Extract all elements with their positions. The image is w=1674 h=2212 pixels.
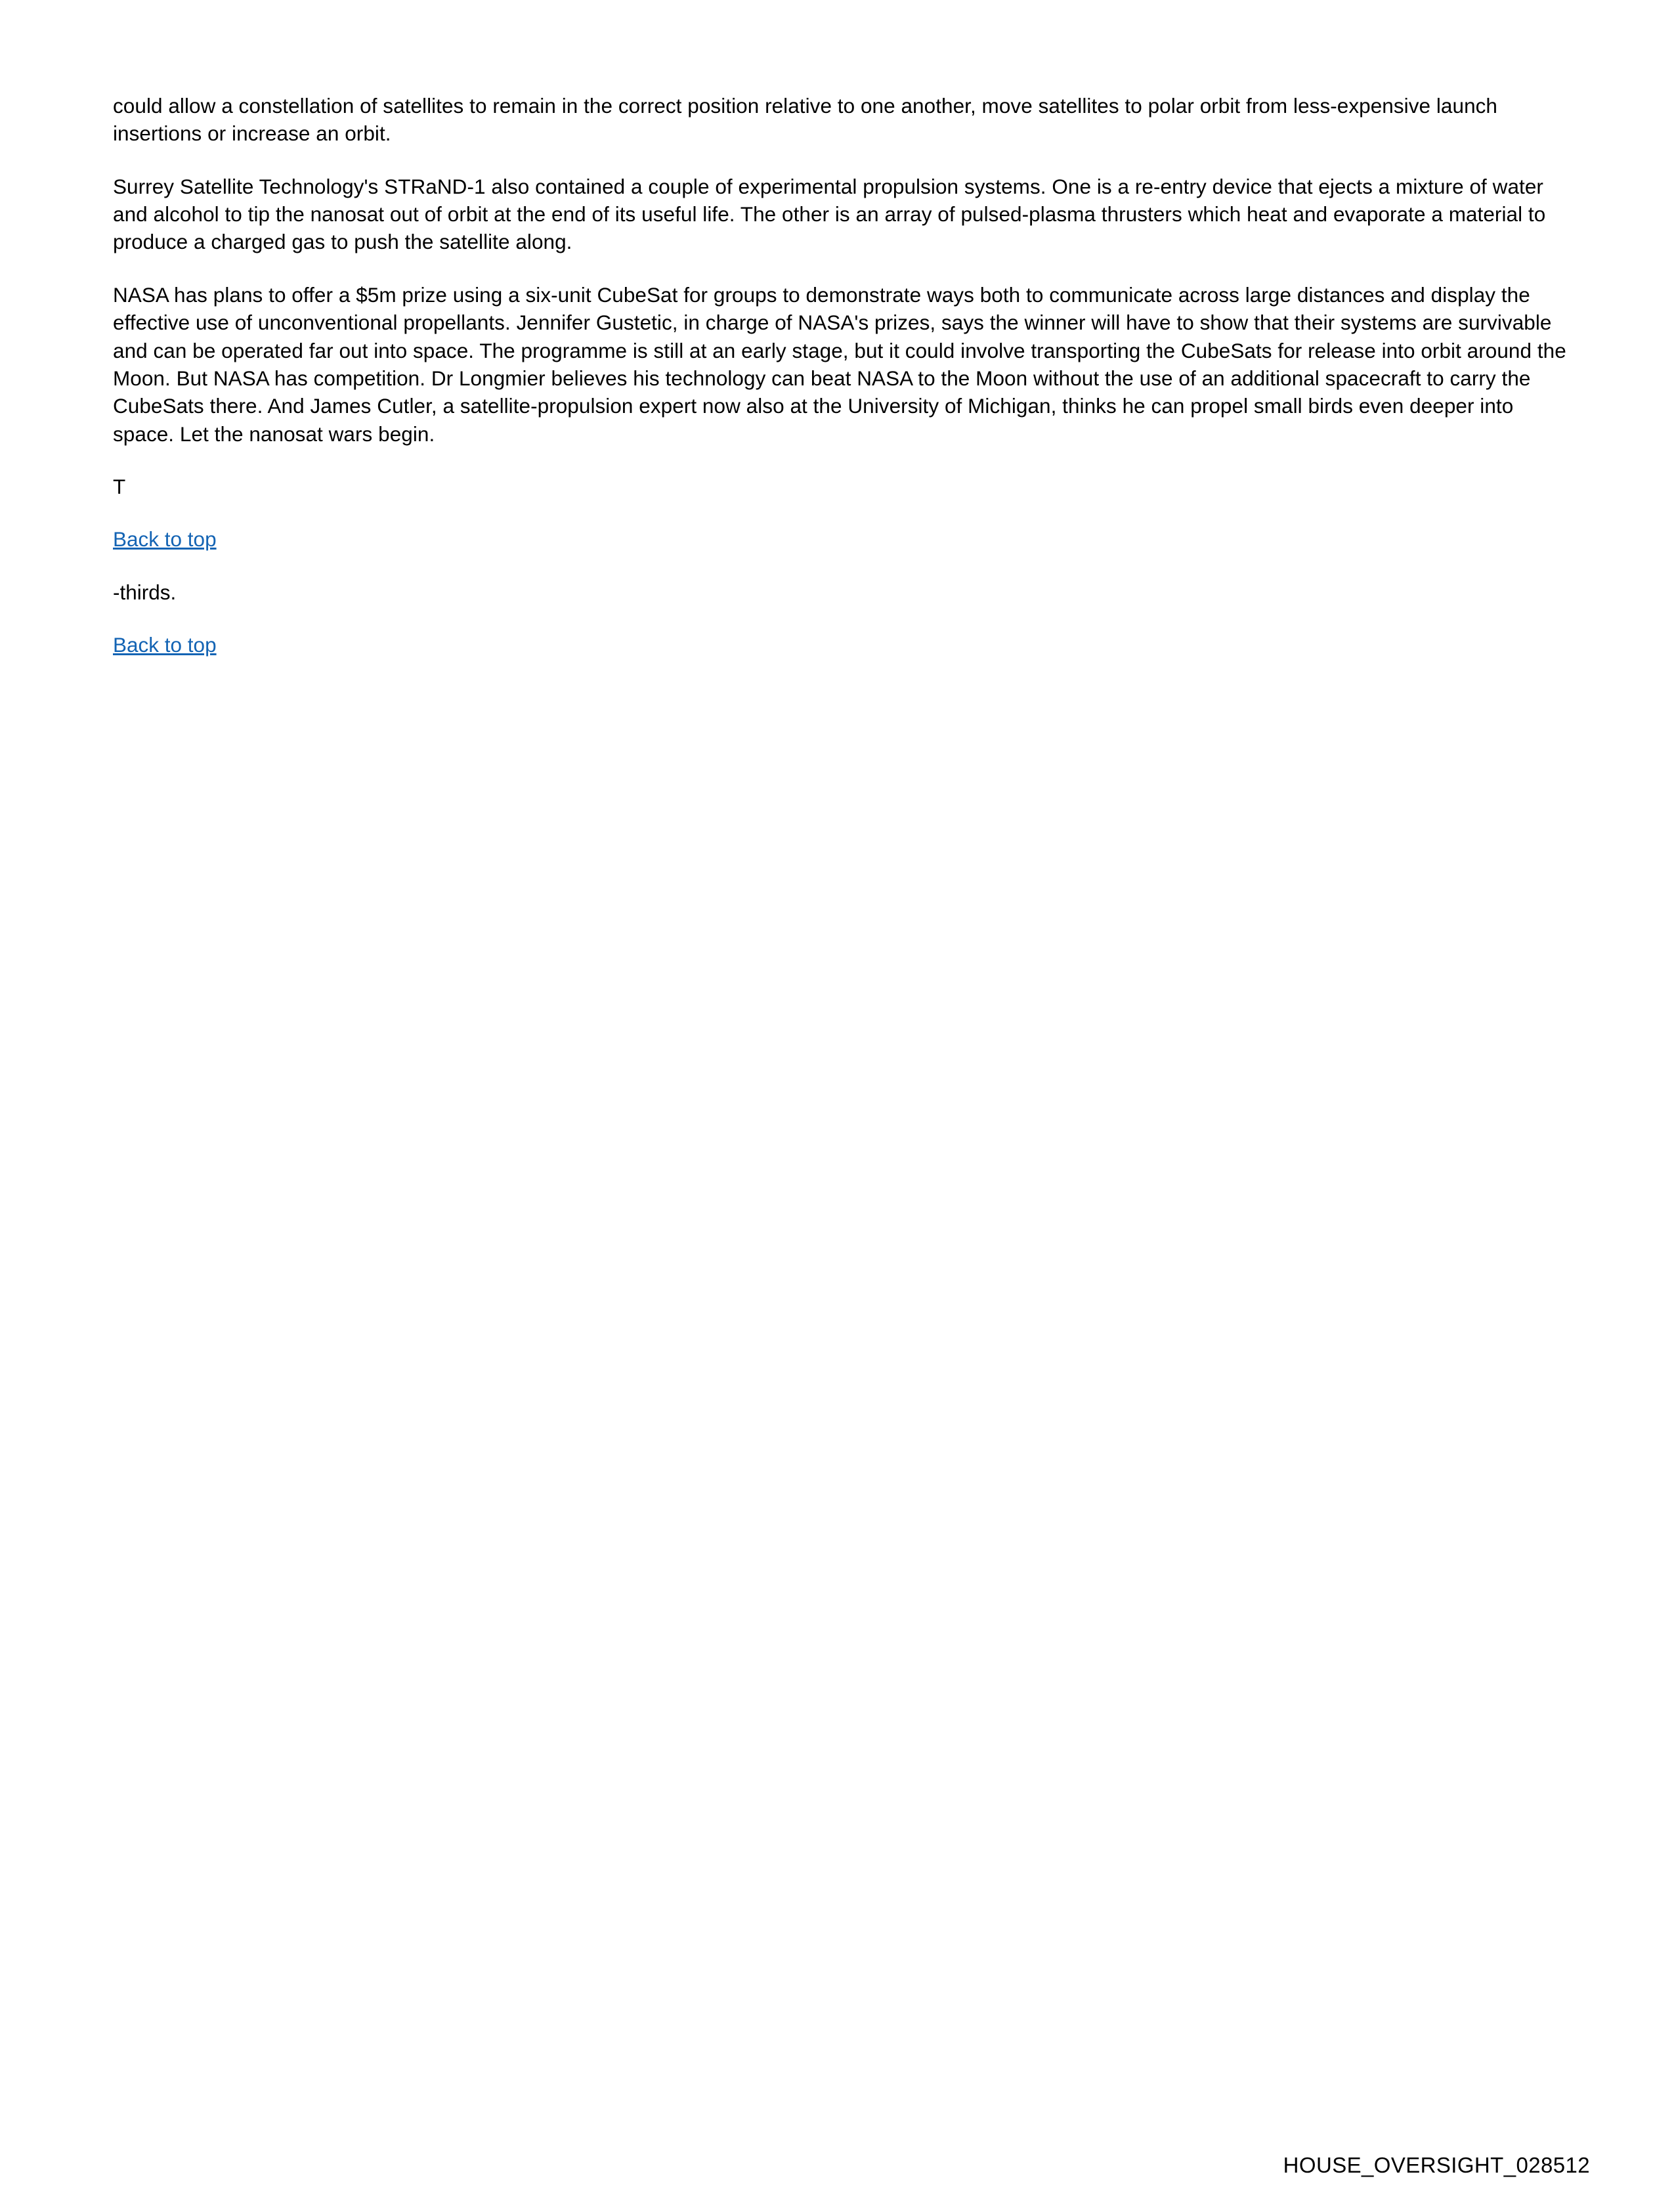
paragraph-2: Surrey Satellite Technology's STRaND-1 also contained a couple of experimental propulsion systems. One is a re-entry device that ejects a mixture of water and alcohol to tip the nanosat out of orbit at the end of its useful life. The other is an array of pulsed-plasma thrusters which heat and evaporate a material to produce a charged gas to push the satellite along.: [113, 174, 1546, 254]
back-to-top-link-2-wrap: [113, 631, 1569, 683]
orphan-line: T: [113, 474, 126, 498]
bates-stamp: HOUSE_OVERSIGHT_028512: [1283, 2153, 1590, 2177]
paragraph-3: NASA has plans to offer a $5m prize using a six-unit CubeSat for groups to demonstrate ways both to communicate across large distances and display the effective use of unconventional propellants. Jennifer Gustetic, in charge of NASA's prizes, says the winner will have to show that their systems are survivable and can be operated far out into space. The programme is still at an early stage, but it could involve transporting the CubeSats for release into orbit around the Moon. But NASA has competition. Dr Longmier believes his technology can beat NASA to the Moon without the use of an additional spacecraft to carry the CubeSats there. And James Cutler, a satellite-propulsion expert now also at the University of Michigan, thinks he can propel small birds even deeper into space. Let the nanosat wars begin.: [113, 282, 1566, 446]
back-to-top-link-1-wrap: [113, 525, 1569, 578]
fragment-line: -thirds.: [113, 580, 177, 604]
back-to-top-link[interactable]: Back to top: [113, 633, 217, 657]
back-to-top-link[interactable]: Back to top: [113, 527, 217, 552]
document-body: [113, 92, 1569, 683]
paragraph-1: could allow a constellation of satellites to remain in the correct position relative to one another, move satellites to polar orbit from less-expensive launch insertions or increase an orbit.: [113, 94, 1498, 146]
